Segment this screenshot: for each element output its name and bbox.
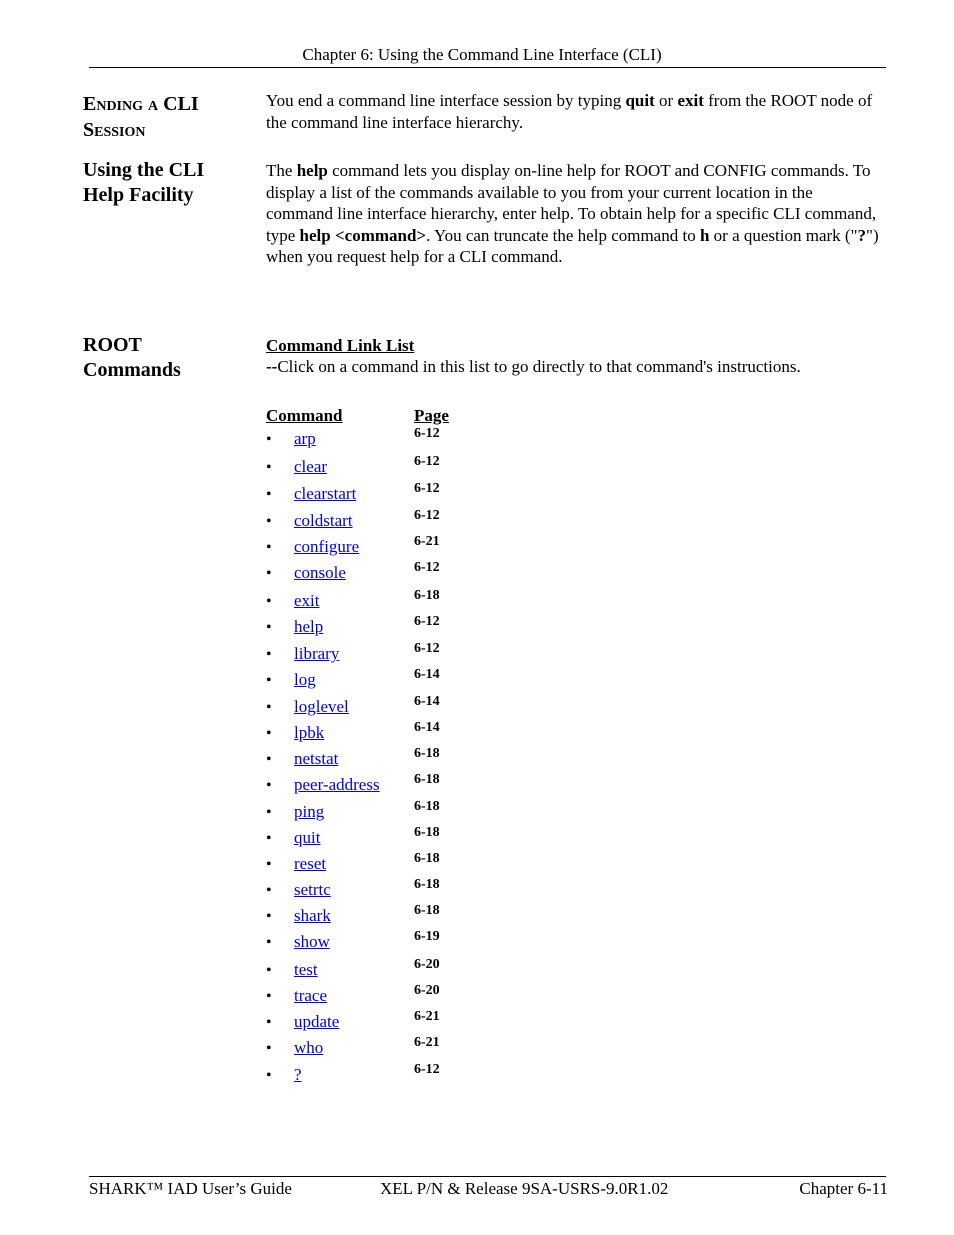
command-link[interactable]: who <box>294 1038 324 1057</box>
command-page-number: 6-14 <box>414 720 440 735</box>
heading-line: Ending a CLI <box>83 93 199 115</box>
command-page-number: 6-21 <box>414 1009 440 1024</box>
command-page-number: 6-19 <box>414 929 440 944</box>
command-page-number: 6-18 <box>414 746 440 761</box>
bullet-icon: • <box>266 725 272 742</box>
command-list-item <box>266 1062 566 1091</box>
heading-line: Commands <box>83 359 181 381</box>
command-link[interactable]: log <box>294 670 316 689</box>
footer-page-number: Chapter 6-11 <box>799 1179 888 1198</box>
command-page-number: 6-12 <box>414 426 440 441</box>
command-page-number: 6-18 <box>414 799 440 814</box>
command-list-item <box>266 614 566 643</box>
command-page-number: 6-14 <box>414 694 440 709</box>
command-link[interactable]: exit <box>294 591 320 610</box>
command-page-number: 6-18 <box>414 851 440 866</box>
bullet-icon: • <box>266 751 272 768</box>
command-page-number: 6-12 <box>414 641 440 656</box>
command-page-number: 6-18 <box>414 825 440 840</box>
command-link-list-title <box>266 335 881 357</box>
bullet-icon: • <box>266 646 272 663</box>
bullet-icon: • <box>266 777 272 794</box>
bullet-icon: • <box>266 619 272 636</box>
quit-keyword: quit <box>625 91 655 110</box>
command-page-number: 6-18 <box>414 903 440 918</box>
bullet-icon: • <box>266 882 272 899</box>
command-list-item <box>266 929 566 958</box>
command-link[interactable]: show <box>294 932 330 951</box>
command-link[interactable]: loglevel <box>294 697 349 716</box>
h-keyword: h <box>699 225 710 245</box>
help-keyword: help <box>296 161 328 180</box>
command-page-number: 6-20 <box>414 957 440 972</box>
command-page-number: 6-18 <box>414 772 440 787</box>
bullet-icon: • <box>266 486 272 503</box>
command-link[interactable]: console <box>294 563 346 582</box>
column-header-page: Page <box>414 406 449 425</box>
header-rule <box>89 67 886 68</box>
text: You end a command line interface session by typing <box>266 91 626 110</box>
command-page-number: 6-21 <box>414 1035 440 1050</box>
bullet-icon: • <box>266 988 272 1005</box>
command-link[interactable]: configure <box>294 537 360 556</box>
exit-keyword: exit <box>677 91 704 110</box>
section-heading-help <box>83 158 253 208</box>
command-page-number: 6-21 <box>414 534 440 549</box>
help-paragraph <box>266 160 881 268</box>
command-link[interactable]: reset <box>294 854 327 873</box>
bullet-icon: • <box>266 431 272 448</box>
bullet-icon: • <box>266 699 272 716</box>
text: ") when you request help for a CLI command. <box>266 225 879 266</box>
command-link[interactable]: quit <box>294 828 321 847</box>
command-page-number: 6-12 <box>414 508 440 523</box>
command-link[interactable]: ping <box>294 802 325 821</box>
command-link[interactable]: library <box>294 644 340 663</box>
bullet-icon: • <box>266 672 272 689</box>
text: Click on a command in this list to go directly to that command's instructions. <box>277 357 801 376</box>
footer-part-number: XEL P/N & Release 9SA-USRS-9.0R1.02 <box>380 1179 669 1198</box>
heading-line: Session <box>83 119 146 141</box>
bullet-icon: • <box>266 804 272 821</box>
command-page-number: 6-12 <box>414 1062 440 1077</box>
bullet-icon: • <box>266 539 272 556</box>
command-link[interactable]: ? <box>294 1065 302 1084</box>
bullet-icon: • <box>266 1040 272 1057</box>
command-page-number: 6-12 <box>414 614 440 629</box>
text: or <box>654 91 678 110</box>
bullet-icon: • <box>266 856 272 873</box>
text: from the ROOT node of the command line interface hierarchy. <box>266 91 873 132</box>
command-link[interactable]: coldstart <box>294 511 353 530</box>
text: The <box>266 161 297 180</box>
bullet-icon: • <box>266 830 272 847</box>
command-page-number: 6-14 <box>414 667 440 682</box>
command-link[interactable]: netstat <box>294 749 339 768</box>
bullet-icon: • <box>266 593 272 610</box>
footer-guide-title: SHARK™ IAD User’s Guide <box>89 1179 292 1198</box>
command-link[interactable]: clearstart <box>294 484 357 503</box>
command-list-item <box>266 1035 566 1064</box>
command-link[interactable]: lpbk <box>294 723 325 742</box>
bullet-icon: • <box>266 459 272 476</box>
dash-prefix: -- <box>266 357 278 376</box>
command-link[interactable]: trace <box>294 986 328 1005</box>
command-list-item <box>266 560 566 589</box>
command-list-item <box>266 481 566 510</box>
bullet-icon: • <box>266 513 272 530</box>
bullet-icon: • <box>266 908 272 925</box>
heading-line: Help Facility <box>83 184 194 206</box>
command-link[interactable]: shark <box>294 906 331 925</box>
command-link[interactable]: peer-address <box>294 775 380 794</box>
command-page-number: 6-18 <box>414 588 440 603</box>
page-header-title: Chapter 6: Using the Command Line Interface (CLI) <box>302 45 662 64</box>
command-link[interactable]: update <box>294 1012 340 1031</box>
command-list-item <box>266 454 566 483</box>
ending-paragraph <box>266 90 881 133</box>
command-list-item <box>266 426 566 455</box>
command-page-number: 6-12 <box>414 560 440 575</box>
command-link[interactable]: help <box>294 617 324 636</box>
link-list-title: Command Link List <box>266 336 415 355</box>
heading-line: ROOT <box>83 334 142 356</box>
command-page-number: 6-18 <box>414 877 440 892</box>
command-page-number: 6-20 <box>414 983 440 998</box>
command-link[interactable]: arp <box>294 429 316 448</box>
command-page-number: 6-12 <box>414 481 440 496</box>
command-link[interactable]: test <box>294 960 318 979</box>
bullet-icon: • <box>266 934 272 951</box>
help-command-syntax: help <command> <box>299 225 427 245</box>
bullet-icon: • <box>266 962 272 979</box>
command-link-list-desc <box>266 356 881 378</box>
bullet-icon: • <box>266 1014 272 1031</box>
footer-rule <box>89 1176 886 1177</box>
question-mark-keyword: ? <box>857 225 867 245</box>
bullet-icon: • <box>266 565 272 582</box>
column-header-command: Command <box>266 406 343 425</box>
command-link[interactable]: setrtc <box>294 880 331 899</box>
command-page-number: 6-12 <box>414 454 440 469</box>
bullet-icon: • <box>266 1067 272 1084</box>
section-heading-root <box>83 333 253 383</box>
section-heading-ending <box>83 91 253 143</box>
text: . You can truncate the help command to <box>426 225 700 245</box>
text: command lets you display on-line help for ROOT and CONFIG commands. To display a list of the commands available to you from your current location in the command line interface hierarchy, enter help. To obtain help for a specific CLI command, type <box>266 161 877 245</box>
command-link[interactable]: clear <box>294 457 328 476</box>
command-list-item <box>266 667 566 696</box>
command-list-item <box>266 772 566 801</box>
heading-line: Using the CLI <box>83 159 205 181</box>
text: or a question mark (" <box>709 225 858 245</box>
